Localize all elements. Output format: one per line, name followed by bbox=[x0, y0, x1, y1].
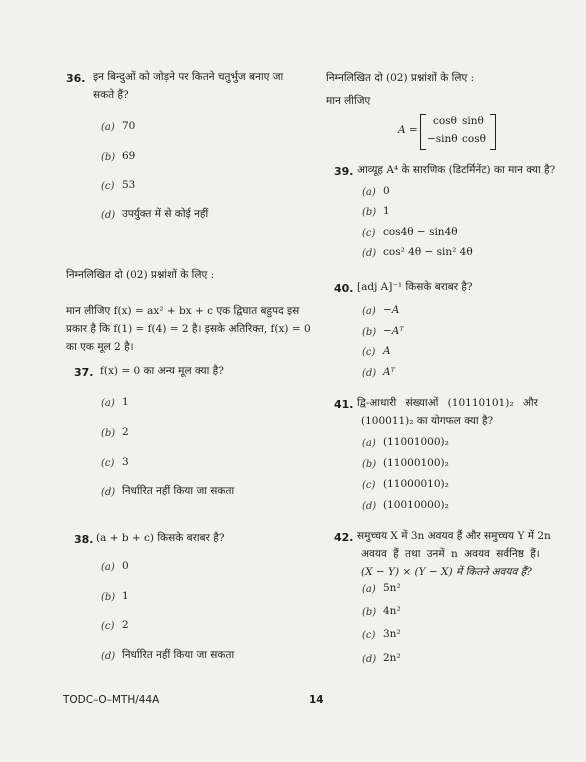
q42-text-line1: समुच्चय X में 3n अवयव हैं और समुच्चय Y में 2n bbox=[357, 530, 551, 542]
q37-option-d[interactable]: निर्धारित नहीं किया जा सकता bbox=[122, 485, 235, 497]
q37-option-a[interactable]: 1 bbox=[122, 396, 129, 408]
left-section-heading: निम्नलिखित दो (02) प्रश्नांशों के लिए : bbox=[66, 269, 215, 281]
q41-number: 41. bbox=[334, 398, 354, 411]
q38-option-a-label: (a) bbox=[101, 562, 115, 573]
q39-option-b[interactable]: 1 bbox=[383, 205, 390, 217]
q36-text-line2: सकते हैं? bbox=[93, 89, 129, 101]
q39-option-c[interactable]: cos4θ − sin4θ bbox=[383, 226, 458, 238]
passage-line2: प्रकार है कि f(1) = f(4) = 2 है। इसके अतिरिक्त, f(x) = 0 bbox=[66, 323, 311, 335]
q40-option-d[interactable]: Aᵀ bbox=[383, 366, 395, 378]
q42-option-a-label: (a) bbox=[362, 584, 376, 595]
matrix-lhs: A = bbox=[398, 124, 418, 136]
q36-option-c-label: (c) bbox=[101, 181, 115, 192]
q36-option-b[interactable]: 69 bbox=[122, 150, 136, 162]
q36-option-a[interactable]: 70 bbox=[122, 120, 136, 132]
q42-option-a[interactable]: 5n² bbox=[383, 582, 401, 594]
let-text: मान लीजिए bbox=[326, 95, 371, 107]
q42-option-d-label: (d) bbox=[362, 654, 377, 665]
matrix-left-bracket bbox=[420, 114, 426, 150]
q42-option-d[interactable]: 2n² bbox=[383, 652, 401, 664]
q40-option-a-label: (a) bbox=[362, 306, 376, 317]
matrix-r2c1: −sinθ bbox=[427, 133, 458, 145]
q38-option-d-label: (d) bbox=[101, 651, 116, 662]
q42-option-b-label: (b) bbox=[362, 607, 377, 618]
q37-option-d-label: (d) bbox=[101, 487, 116, 498]
q38-option-c[interactable]: 2 bbox=[122, 619, 129, 631]
q38-option-b-label: (b) bbox=[101, 592, 116, 603]
q37-option-a-label: (a) bbox=[101, 398, 115, 409]
q39-option-b-label: (b) bbox=[362, 207, 377, 218]
q42-option-c[interactable]: 3n² bbox=[383, 628, 401, 640]
matrix-r1c2: sinθ bbox=[462, 115, 484, 127]
q41-option-c[interactable]: (11000010)₂ bbox=[383, 478, 449, 490]
q40-option-b-label: (b) bbox=[362, 327, 377, 338]
q36-option-d-label: (d) bbox=[101, 210, 116, 221]
q36-option-b-label: (b) bbox=[101, 152, 116, 163]
q36-option-d[interactable]: उपर्युक्त में से कोई नहीं bbox=[122, 208, 209, 220]
q38-option-b[interactable]: 1 bbox=[122, 590, 129, 602]
matrix-r2c2: cosθ bbox=[462, 133, 486, 145]
q38-option-a[interactable]: 0 bbox=[122, 560, 129, 572]
q41-option-c-label: (c) bbox=[362, 480, 376, 491]
q39-option-a[interactable]: 0 bbox=[383, 185, 390, 197]
q42-option-b[interactable]: 4n² bbox=[383, 605, 401, 617]
q38-option-c-label: (c) bbox=[101, 621, 115, 632]
q38-option-d[interactable]: निर्धारित नहीं किया जा सकता bbox=[122, 649, 235, 661]
q40-option-b[interactable]: −Aᵀ bbox=[383, 325, 404, 337]
q39-number: 39. bbox=[334, 165, 354, 178]
q40-text: [adj A]⁻¹ किसके बराबर है? bbox=[357, 281, 473, 293]
q39-option-c-label: (c) bbox=[362, 228, 376, 239]
q36-option-c[interactable]: 53 bbox=[122, 179, 136, 191]
matrix-right-bracket bbox=[490, 114, 496, 150]
q36-option-a-label: (a) bbox=[101, 122, 115, 133]
q42-number: 42. bbox=[334, 531, 354, 544]
q39-option-d[interactable]: cos² 4θ − sin² 4θ bbox=[383, 246, 473, 258]
q40-option-a[interactable]: −A bbox=[383, 304, 400, 316]
q40-option-d-label: (d) bbox=[362, 368, 377, 379]
q41-option-a-label: (a) bbox=[362, 438, 376, 449]
q40-option-c[interactable]: A bbox=[383, 345, 391, 357]
q39-option-a-label: (a) bbox=[362, 187, 376, 198]
q37-option-b-label: (b) bbox=[101, 428, 116, 439]
passage-line3: का एक मूल 2 है। bbox=[66, 341, 134, 353]
q38-text: (a + b + c) किसके बराबर है? bbox=[96, 532, 225, 544]
q41-option-b[interactable]: (11000100)₂ bbox=[383, 457, 449, 469]
page-number: 14 bbox=[309, 694, 324, 706]
q37-option-b[interactable]: 2 bbox=[122, 426, 129, 438]
q41-option-d[interactable]: (10010000)₂ bbox=[383, 499, 449, 511]
q41-option-b-label: (b) bbox=[362, 459, 377, 470]
q40-number: 40. bbox=[334, 282, 354, 295]
q37-option-c-label: (c) bbox=[101, 458, 115, 469]
q42-text-line2: अवयव हैं तथा उनमें n अवयव सर्वनिष्ठ हैं। bbox=[361, 548, 540, 560]
q41-text-line1: द्वि-आधारी संख्याओं (10110101)₂ और bbox=[357, 397, 538, 409]
passage-line1: मान लीजिए f(x) = ax² + bx + c एक द्विघात बहुपद इस bbox=[66, 305, 300, 317]
q41-text-line2: (100011)₂ का योगफल क्या है? bbox=[361, 415, 494, 427]
q42-option-c-label: (c) bbox=[362, 630, 376, 641]
q42-text-line3: (X − Y) × (Y − X) में कितने अवयव हैं? bbox=[361, 566, 532, 578]
matrix-a bbox=[398, 112, 498, 152]
q41-option-a[interactable]: (11001000)₂ bbox=[383, 436, 449, 448]
footer-code: TODC–O–MTH/44A bbox=[63, 694, 160, 706]
q41-option-d-label: (d) bbox=[362, 501, 377, 512]
q37-option-c[interactable]: 3 bbox=[122, 456, 129, 468]
q37-text: f(x) = 0 का अन्य मूल क्या है? bbox=[100, 365, 224, 377]
q37-number: 37. bbox=[74, 366, 94, 379]
q38-number: 38. bbox=[74, 533, 94, 546]
q36-text-line1: इन बिन्दुओं को जोड़ने पर कितने चतुर्भुज बनाए जा bbox=[93, 71, 284, 83]
q36-number: 36. bbox=[66, 72, 86, 85]
matrix-r1c1: cosθ bbox=[433, 115, 457, 127]
q39-option-d-label: (d) bbox=[362, 248, 377, 259]
q39-text: आव्यूह A⁴ के सारणिक (डिटर्मिनेंट) का मान क्या है? bbox=[357, 164, 556, 176]
right-section-heading: निम्नलिखित दो (02) प्रश्नांशों के लिए : bbox=[326, 72, 475, 84]
q40-option-c-label: (c) bbox=[362, 347, 376, 358]
